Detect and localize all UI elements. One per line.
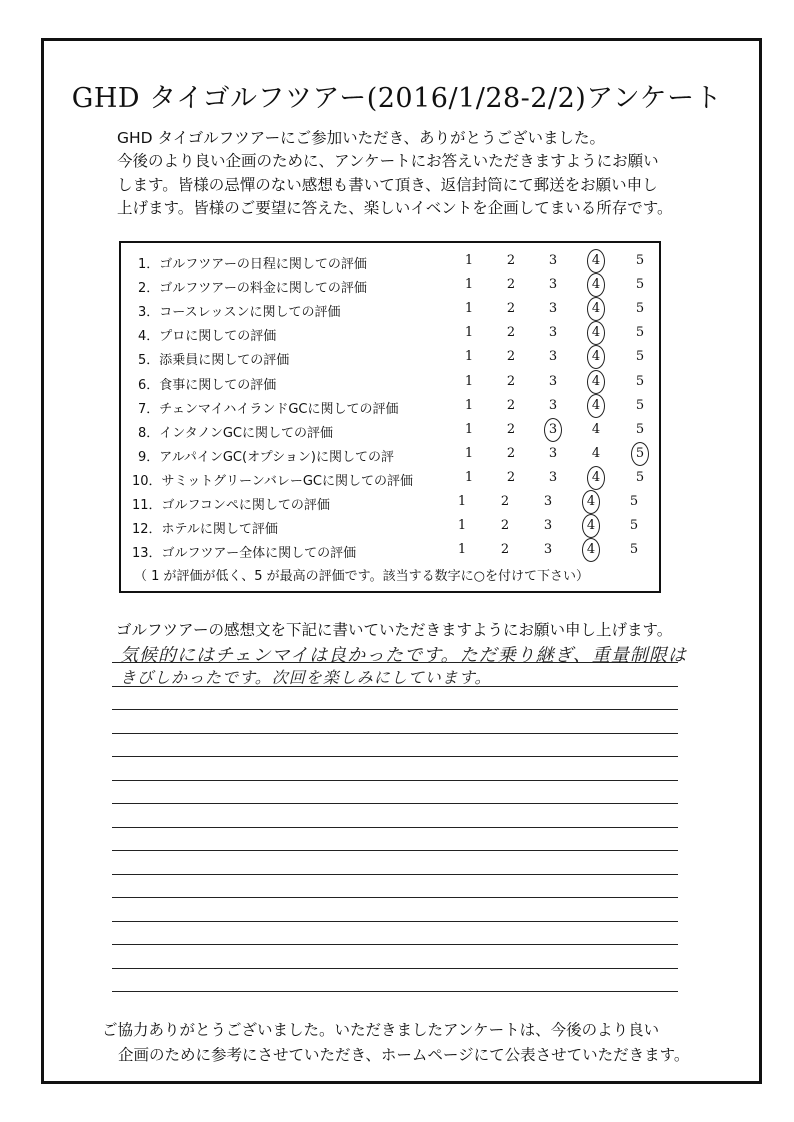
score-option-circled[interactable]: 3 bbox=[543, 422, 563, 437]
score-option[interactable]: 1 bbox=[464, 253, 474, 268]
ruled-line bbox=[112, 803, 678, 804]
closing-text bbox=[102, 1018, 689, 1068]
score-option[interactable]: 1 bbox=[457, 518, 467, 534]
score-option[interactable]: 5 bbox=[635, 253, 645, 268]
ruled-line bbox=[112, 897, 678, 898]
rating-row bbox=[0, 345, 794, 369]
score-option[interactable]: 2 bbox=[500, 494, 510, 509]
rating-row bbox=[0, 442, 794, 466]
score-option[interactable]: 3 bbox=[548, 277, 558, 293]
score-option[interactable]: 5 bbox=[635, 325, 645, 341]
ruled-line bbox=[112, 827, 678, 828]
score-option-circled[interactable]: 4 bbox=[581, 518, 601, 533]
intro-line: 上げます。皆様のご要望に答えた、楽しいイベントを企画してまいる所存です。 bbox=[117, 198, 673, 217]
score-option[interactable]: 1 bbox=[464, 325, 474, 341]
score-option[interactable]: 2 bbox=[506, 397, 516, 413]
score-option[interactable]: 2 bbox=[506, 421, 516, 437]
score-option[interactable]: 5 bbox=[635, 277, 645, 293]
score-option-circled[interactable]: 4 bbox=[586, 374, 606, 389]
score-option[interactable]: 4 bbox=[591, 445, 601, 461]
question-label: 5．添乗員に関しての評価 bbox=[138, 353, 290, 369]
score-option[interactable]: 1 bbox=[464, 469, 474, 485]
rating-row bbox=[0, 321, 794, 345]
intro-line: します。皆様の忌憚のない感想も書いて頂き、返信封筒にて郵送をお願い申し bbox=[117, 175, 658, 194]
score-option[interactable]: 2 bbox=[506, 301, 516, 317]
score-option-circled[interactable]: 4 bbox=[586, 253, 606, 268]
score-option[interactable]: 3 bbox=[548, 349, 558, 365]
score-option[interactable]: 3 bbox=[548, 469, 558, 485]
question-label: 1．ゴルフツアーの日程に関しての評価 bbox=[138, 257, 367, 272]
intro-line: GHD タイゴルフツアーにご参加いただき、ありがとうございました。 bbox=[117, 129, 606, 147]
score-option[interactable]: 5 bbox=[635, 397, 645, 413]
score-option[interactable]: 3 bbox=[548, 253, 558, 268]
question-label: 4．プロに関しての評価 bbox=[138, 329, 277, 345]
ruled-line bbox=[112, 733, 678, 734]
score-option[interactable]: 1 bbox=[464, 277, 474, 293]
score-option-circled[interactable]: 5 bbox=[630, 446, 650, 461]
question-label: 13．ゴルフツアー全体に関しての評価 bbox=[132, 546, 357, 562]
question-label: 7．チェンマイハイランドGCに関しての評価 bbox=[138, 401, 399, 417]
ruled-line bbox=[112, 944, 678, 945]
score-option[interactable]: 3 bbox=[548, 373, 558, 389]
rating-row bbox=[0, 297, 794, 321]
score-option[interactable]: 3 bbox=[548, 301, 558, 317]
question-label: 8．インタノンGCに関しての評価 bbox=[138, 425, 333, 441]
score-option[interactable]: 3 bbox=[548, 445, 558, 461]
question-label: 9．アルパインGC(オプション)に関しての評 bbox=[138, 449, 394, 465]
ruled-line bbox=[112, 991, 678, 992]
rating-row bbox=[0, 490, 794, 514]
score-option[interactable]: 1 bbox=[464, 373, 474, 389]
score-option[interactable]: 3 bbox=[543, 542, 553, 558]
score-option[interactable]: 2 bbox=[506, 349, 516, 365]
ruled-line bbox=[112, 968, 678, 969]
rating-row bbox=[0, 514, 794, 538]
score-option-circled[interactable]: 4 bbox=[586, 277, 606, 292]
rating-row bbox=[0, 538, 794, 562]
score-option[interactable]: 1 bbox=[464, 421, 474, 437]
ruled-line bbox=[112, 921, 678, 922]
score-option[interactable]: 1 bbox=[457, 542, 467, 558]
question-label: 3．コースレッスンに関しての評価 bbox=[138, 305, 341, 321]
score-option-circled[interactable]: 4 bbox=[586, 470, 606, 485]
score-option[interactable]: 1 bbox=[464, 445, 474, 461]
score-option[interactable]: 2 bbox=[506, 445, 516, 461]
score-option[interactable]: 5 bbox=[635, 349, 645, 365]
score-option[interactable]: 2 bbox=[500, 518, 510, 534]
score-option[interactable]: 2 bbox=[506, 325, 516, 341]
score-option-circled[interactable]: 4 bbox=[586, 349, 606, 364]
score-option[interactable]: 5 bbox=[635, 301, 645, 317]
score-option-circled[interactable]: 4 bbox=[581, 542, 601, 557]
rating-row bbox=[0, 394, 794, 418]
intro-line: 今後のより良い企画のために、アンケートにお答えいただきますようにお願い bbox=[117, 152, 659, 171]
comment-line-2: きびしかったです。次回を楽しみにしています。 bbox=[120, 668, 492, 687]
ruled-line bbox=[112, 756, 678, 757]
survey-title: GHD タイゴルフツアー(2016/1/28-2/2)アンケート bbox=[71, 83, 723, 114]
question-label: 10．サミットグリーンバレーGCに関しての評価 bbox=[132, 473, 414, 489]
ruled-line bbox=[112, 850, 678, 851]
score-option[interactable]: 1 bbox=[464, 397, 474, 413]
question-label: 2．ゴルフツアーの料金に関しての評価 bbox=[138, 281, 367, 297]
rating-note: （ 1 が評価が低く、5 が最高の評価です。該当する数字に○を付けて下さい） bbox=[134, 569, 589, 584]
rating-row bbox=[0, 273, 794, 297]
score-option-circled[interactable]: 4 bbox=[586, 398, 606, 413]
score-option[interactable]: 3 bbox=[543, 494, 553, 509]
closing-line: ご協力ありがとうございました。いただきましたアンケートは、今後のより良い bbox=[102, 1021, 660, 1039]
score-option[interactable]: 5 bbox=[629, 542, 639, 558]
score-option-circled[interactable]: 4 bbox=[581, 494, 601, 509]
score-option[interactable]: 5 bbox=[635, 421, 645, 437]
score-option[interactable]: 2 bbox=[500, 542, 510, 558]
ruled-line bbox=[112, 874, 678, 875]
rating-row bbox=[0, 370, 794, 394]
rating-row bbox=[0, 249, 794, 273]
question-label: 12．ホテルに関して評価 bbox=[132, 522, 278, 538]
score-option-circled[interactable]: 4 bbox=[586, 301, 606, 316]
score-option[interactable]: 4 bbox=[591, 421, 601, 437]
comment-prompt: ゴルフツアーの感想文を下記に書いていただきますようにお願い申し上げます。 bbox=[116, 621, 673, 639]
score-option[interactable]: 3 bbox=[548, 325, 558, 341]
score-option[interactable]: 5 bbox=[629, 494, 639, 509]
score-option-circled[interactable]: 4 bbox=[586, 325, 606, 340]
score-option[interactable]: 5 bbox=[635, 373, 645, 389]
question-label: 11．ゴルフコンペに関しての評価 bbox=[132, 498, 330, 513]
question-label: 6．食事に関しての評価 bbox=[138, 377, 277, 393]
score-option[interactable]: 3 bbox=[548, 397, 558, 413]
score-option[interactable]: 5 bbox=[635, 469, 645, 485]
rating-row bbox=[0, 466, 794, 490]
ruled-line bbox=[112, 709, 678, 710]
score-option[interactable]: 2 bbox=[506, 253, 516, 268]
score-option[interactable]: 1 bbox=[464, 349, 474, 365]
score-option[interactable]: 2 bbox=[506, 373, 516, 389]
rating-row bbox=[0, 418, 794, 442]
score-option[interactable]: 3 bbox=[543, 518, 553, 534]
score-option[interactable]: 1 bbox=[464, 301, 474, 317]
comment-line-1: 気候的にはチェンマイは良かったです。ただ乗り継ぎ、重量制限は bbox=[120, 645, 687, 666]
score-option[interactable]: 5 bbox=[629, 518, 639, 534]
score-option[interactable]: 2 bbox=[506, 277, 516, 293]
score-option[interactable]: 2 bbox=[506, 469, 516, 485]
closing-line: 企画のために参考にさせていただき、ホームページにて公表させていただきます。 bbox=[118, 1046, 690, 1064]
score-option[interactable]: 1 bbox=[457, 494, 467, 509]
ruled-line bbox=[112, 780, 678, 781]
intro-text bbox=[117, 127, 717, 220]
